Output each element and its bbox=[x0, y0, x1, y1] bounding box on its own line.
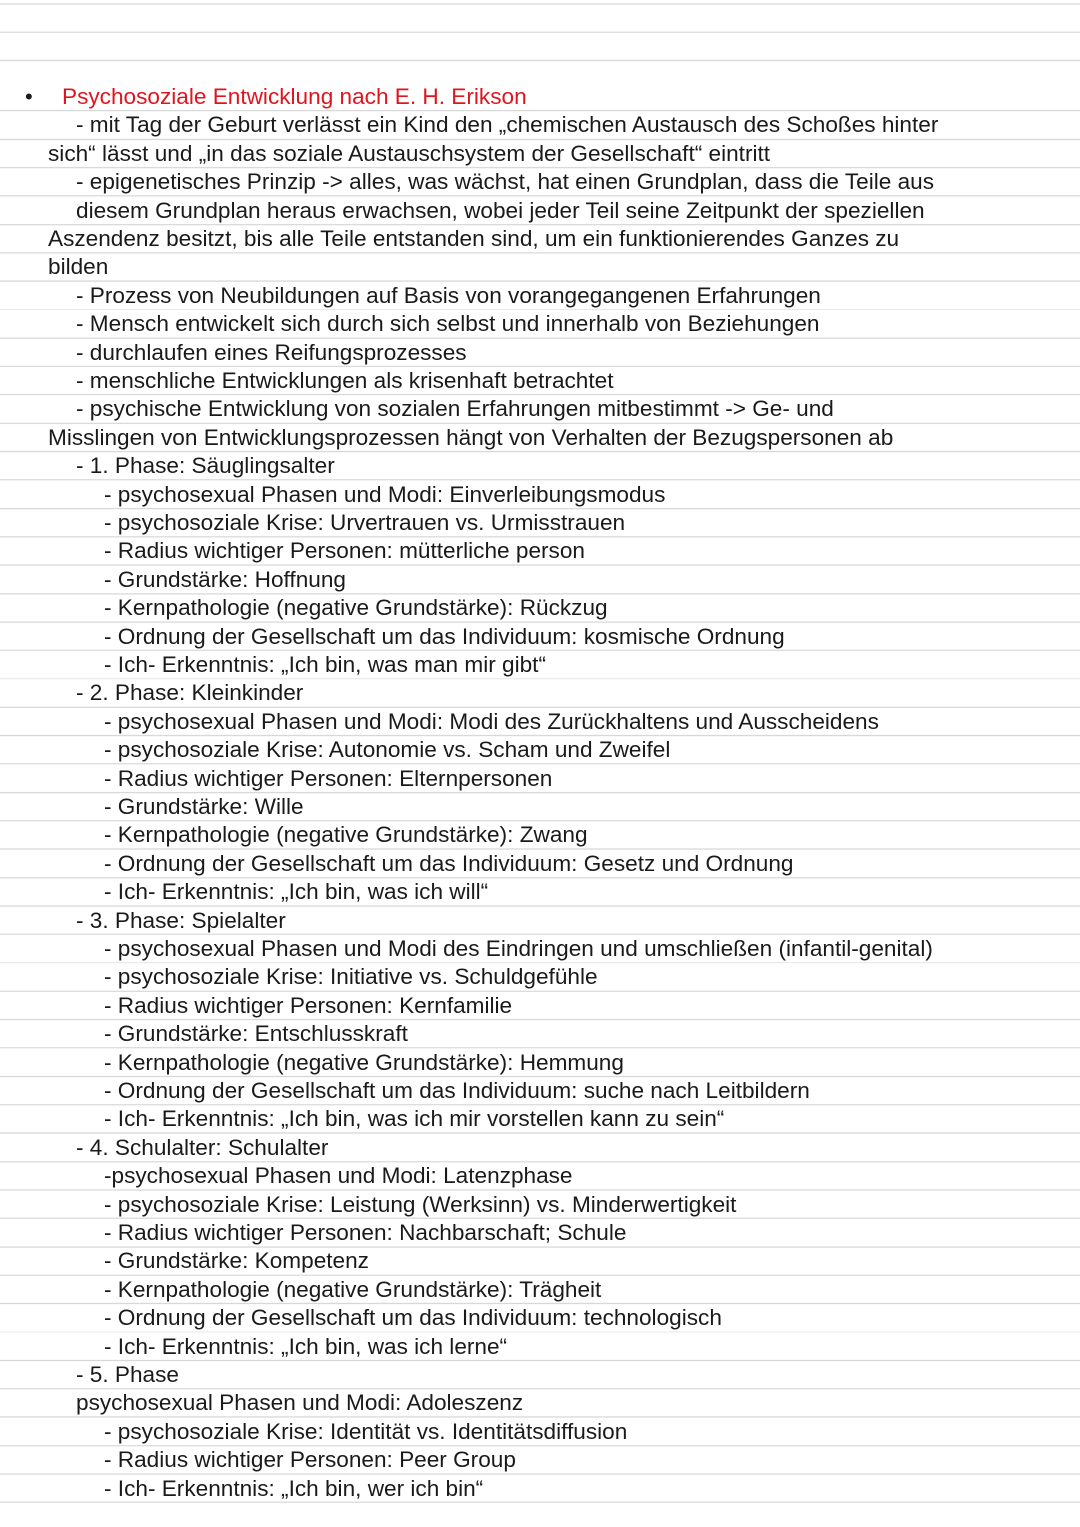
list-item: - Ich- Erkenntnis: „Ich bin, was man mir gibt“ bbox=[104, 652, 546, 677]
list-item: - psychosexual Phasen und Modi des Eindringen und umschließen (infantil-genital) bbox=[104, 936, 933, 961]
text-line: - Mensch entwickelt sich durch sich selbst und innerhalb von Beziehungen bbox=[76, 311, 820, 337]
text-line: Misslingen von Entwicklungsprozessen hängt von Verhalten der Bezugspersonen ab bbox=[48, 424, 894, 450]
list-item: -psychosexual Phasen und Modi: Latenzphase bbox=[104, 1163, 573, 1189]
list-item: - psychosoziale Krise: Urvertrauen vs. Urmisstrauen bbox=[104, 510, 626, 535]
text-line: diesem Grundplan heraus erwachsen, wobei jeder Teil seine Zeitpunkt der speziellen bbox=[76, 197, 925, 223]
text-line: Aszendenz besitzt, bis alle Teile entstanden sind, um ein funktionierendes Ganzes zu bbox=[48, 226, 900, 251]
text-line: sich“ lässt und „in das soziale Austauschsystem der Gesellschaft“ eintritt bbox=[48, 140, 771, 166]
text-line: psychosexual Phasen und Modi: Adoleszenz bbox=[76, 1390, 524, 1416]
list-item: - psychosoziale Krise: Initiative vs. Schuldgefühle bbox=[104, 964, 598, 990]
list-item: - Ich- Erkenntnis: „Ich bin, was ich lerne“ bbox=[104, 1333, 508, 1359]
text-line: - durchlaufen eines Reifungsprozesses bbox=[76, 339, 467, 365]
text-line: - mit Tag der Geburt verlässt ein Kind den „chemischen Austausch des Schoßes hinter bbox=[76, 112, 939, 138]
bullet-icon: • bbox=[25, 84, 33, 109]
list-item: - Kernpathologie (negative Grundstärke): Trägheit bbox=[104, 1276, 602, 1302]
phase-heading: - 2. Phase: Kleinkinder bbox=[76, 680, 304, 706]
phase-heading: - 4. Schulalter: Schulalter bbox=[76, 1134, 329, 1160]
list-item: - psychosoziale Krise: Identität vs. Identitätsdiffusion bbox=[104, 1418, 628, 1444]
list-item: - Ich- Erkenntnis: „Ich bin, was ich will“ bbox=[104, 879, 489, 905]
list-item: - psychosexual Phasen und Modi: Einverleibungsmodus bbox=[104, 481, 666, 507]
list-item: - Radius wichtiger Personen: Elternpersonen bbox=[104, 765, 553, 791]
list-item: - psychosexual Phasen und Modi: Modi des Zurückhaltens und Ausscheidens bbox=[104, 708, 879, 734]
list-item: - Ich- Erkenntnis: „Ich bin, was ich mir vorstellen kann zu sein“ bbox=[104, 1106, 725, 1132]
list-item: - Radius wichtiger Personen: mütterliche person bbox=[104, 538, 585, 564]
page-title: Psychosoziale Entwicklung nach E. H. Erikson bbox=[62, 84, 527, 109]
text-line: - menschliche Entwicklungen als krisenhaft betrachtet bbox=[76, 368, 614, 393]
list-item: - Ich- Erkenntnis: „Ich bin, wer ich bin“ bbox=[104, 1475, 484, 1501]
phase-heading: - 5. Phase bbox=[76, 1362, 179, 1387]
phase-heading: - 3. Phase: Spielalter bbox=[76, 907, 286, 933]
list-item: - Grundstärke: Entschlusskraft bbox=[104, 1021, 408, 1047]
list-item: - Grundstärke: Kompetenz bbox=[104, 1248, 369, 1274]
text-line: - Prozess von Neubildungen auf Basis von vorangegangenen Erfahrungen bbox=[76, 282, 821, 308]
list-item: - Grundstärke: Hoffnung bbox=[104, 566, 346, 592]
list-item: - Grundstärke: Wille bbox=[104, 794, 304, 819]
list-item: - Kernpathologie (negative Grundstärke): Rückzug bbox=[104, 595, 608, 621]
text-line: - epigenetisches Prinzip -> alles, was wächst, hat einen Grundplan, dass die Teile aus bbox=[76, 169, 934, 195]
list-item: - Radius wichtiger Personen: Kernfamilie bbox=[104, 992, 513, 1018]
list-item: - Ordnung der Gesellschaft um das Individuum: suche nach Leitbildern bbox=[104, 1078, 810, 1103]
list-item: - Kernpathologie (negative Grundstärke): Zwang bbox=[104, 822, 588, 848]
text-line: bilden bbox=[48, 254, 109, 280]
list-item: - psychosoziale Krise: Autonomie vs. Scham und Zweifel bbox=[104, 737, 671, 763]
text-line: - psychische Entwicklung von sozialen Erfahrungen mitbestimmt -> Ge- und bbox=[76, 396, 834, 422]
list-item: - Ordnung der Gesellschaft um das Individuum: kosmische Ordnung bbox=[104, 623, 785, 649]
list-item: - Ordnung der Gesellschaft um das Individuum: Gesetz und Ordnung bbox=[104, 850, 794, 876]
list-item: - Radius wichtiger Personen: Nachbarschaft; Schule bbox=[104, 1220, 627, 1245]
list-item: - Radius wichtiger Personen: Peer Group bbox=[104, 1447, 516, 1473]
list-item: - Kernpathologie (negative Grundstärke): Hemmung bbox=[104, 1049, 624, 1075]
phase-heading: - 1. Phase: Säuglingsalter bbox=[76, 453, 335, 479]
list-item: - Ordnung der Gesellschaft um das Individuum: technologisch bbox=[104, 1305, 722, 1331]
list-item: - psychosoziale Krise: Leistung (Werksinn) vs. Minderwertigkeit bbox=[104, 1191, 737, 1217]
